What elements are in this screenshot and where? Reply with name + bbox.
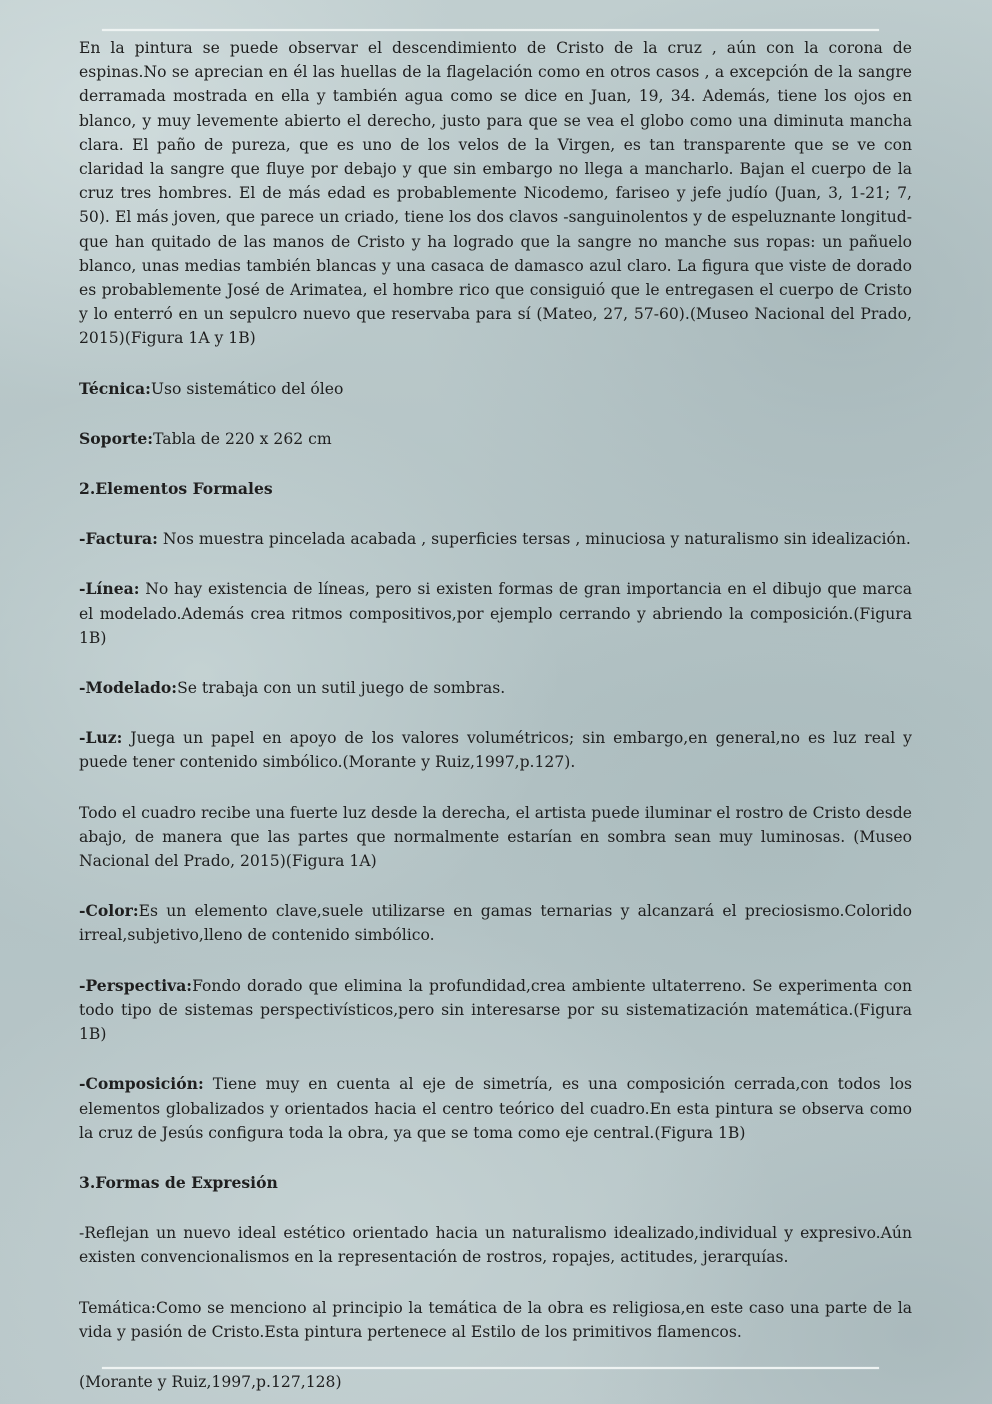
- color-text: Es un elemento clave,suele utilizarse en gamas ternarias y alcanzará el preciosismo.Colorido irreal,subjetivo,lleno de contenido simbólico.: [79, 902, 912, 945]
- document-body: [79, 36, 912, 1394]
- composicion-label: -Composición:: [79, 1074, 204, 1094]
- linea-paragraph: [79, 577, 912, 650]
- luz-text: Juega un papel en apoyo de los valores volumétricos; sin embargo,en general,no es luz real y puede tener contenido simbólico.(Morante y Ruiz,1997,p.127).: [79, 729, 912, 772]
- section-heading-elementos-formales: 2.Elementos Formales: [79, 479, 273, 499]
- tecnica-paragraph: [79, 377, 912, 401]
- perspectiva-text: Fondo dorado que elimina la profundidad,crea ambiente ultaterreno. Se experimenta con todo tipo de sistemas perspectivísticos,pero sin interesarse por su sistematización matemática.(Figura 1B): [79, 976, 912, 1044]
- tecnica-label: Técnica:: [79, 378, 151, 398]
- factura-label: -Factura:: [79, 529, 158, 549]
- color-label: -Color:: [79, 901, 139, 921]
- composicion-text: Tiene muy en cuenta al eje de simetría, es una composición cerrada,con todos los elementos globalizados y orientados hacia el centro teórico del cuadro.En esta pintura se observa como la cruz de Jesús configura toda la obra, ya que se toma como eje central.(Figura 1B): [79, 1075, 912, 1142]
- tematica-paragraph: Temática:Como se menciono al principio la temática de la obra es religiosa,en este caso una parte de la vida y pasión de Cristo.Esta pintura pertenece al Estilo de los primitivos flamencos.: [79, 1298, 912, 1341]
- luz-label: -Luz:: [79, 728, 123, 748]
- citation: (Morante y Ruiz,1997,p.127,128): [79, 1372, 342, 1391]
- modelado-text: Se trabaja con un sutil juego de sombras.: [177, 679, 506, 698]
- expresion-paragraph: -Reflejan un nuevo ideal estético orientado hacia un naturalismo idealizado,individual y expresivo.Aún existen convencionalismos en la representación de rostros, ropajes, actitudes, jerarquías.: [79, 1224, 912, 1267]
- linea-text: No hay existencia de líneas, pero si existen formas de gran importancia en el dibujo que marca el modelado.Además crea ritmos compositivos,por ejemplo cerrando y abriendo la composición.(Figura 1B): [79, 580, 912, 647]
- luz-detail-paragraph: Todo el cuadro recibe una fuerte luz desde la derecha, el artista puede iluminar el rostro de Cristo desde abajo, de manera que las partes que normalmente estarían en sombra sean muy luminosas. (Museo Nacional del Prado, 2015)(Figura 1A): [79, 803, 912, 871]
- soporte-label: Soporte:: [79, 428, 154, 448]
- factura-text: Nos muestra pincelada acabada , superficies tersas , minuciosa y naturalismo sin idealización.: [157, 530, 911, 549]
- perspectiva-label: -Perspectiva:: [79, 975, 193, 995]
- bottom-divider: [102, 1367, 879, 1369]
- factura-paragraph: [79, 527, 912, 551]
- section-heading-formas-de-expresion: 3.Formas de Expresión: [79, 1172, 278, 1192]
- linea-label: -Línea:: [79, 579, 140, 599]
- tecnica-text: Uso sistemático del óleo: [150, 379, 344, 398]
- top-divider: [102, 29, 879, 31]
- luz-paragraph: [79, 726, 912, 774]
- composicion-paragraph: [79, 1072, 912, 1145]
- color-paragraph: [79, 899, 912, 947]
- soporte-paragraph: [79, 427, 912, 451]
- intro-paragraph: En la pintura se puede observar el descendimiento de Cristo de la cruz , aún con la corona de espinas.No se aprecian en él las huellas de la flagelación como en otros casos , a excepción de la sangre derramada mostrada en ella y también agua como se dice en Juan, 19, 34. Además, tiene los ojos en blanco, y muy levemente abierto el derecho, justo para que se vea el globo como una diminuta mancha clara. El paño de pureza, que es uno de los velos de la Virgen, es tan transparente que se ve con claridad la sangre que fluye por debajo y que sin embargo no llega a mancharlo. Bajan el cuerpo de la cruz tres hombres. El de más edad es probablemente Nicodemo, fariseo y jefe judío (Juan, 3, 1-21; 7, 50). El más joven, que parece un criado, tiene los dos clavos -sanguinolentos y de espeluznante longitud- que han quitado de las manos de Cristo y ha logrado que la sangre no manche sus ropas: un pañuelo blanco, unas medias también blancas y una casaca de damasco azul claro. La figura que viste de dorado es probablemente José de Arimatea, el hombre rico que consiguió que le entregasen el cuerpo de Cristo y lo enterró en un sepulcro nuevo que reservaba para sí (Mateo, 27, 57-60).(Museo Nacional del Prado, 2015)(Figura 1A y 1B): [79, 39, 912, 348]
- perspectiva-paragraph: [79, 974, 912, 1047]
- soporte-text: Tabla de 220 x 262 cm: [153, 429, 332, 448]
- modelado-paragraph: [79, 676, 912, 700]
- modelado-label: -Modelado:: [79, 678, 178, 698]
